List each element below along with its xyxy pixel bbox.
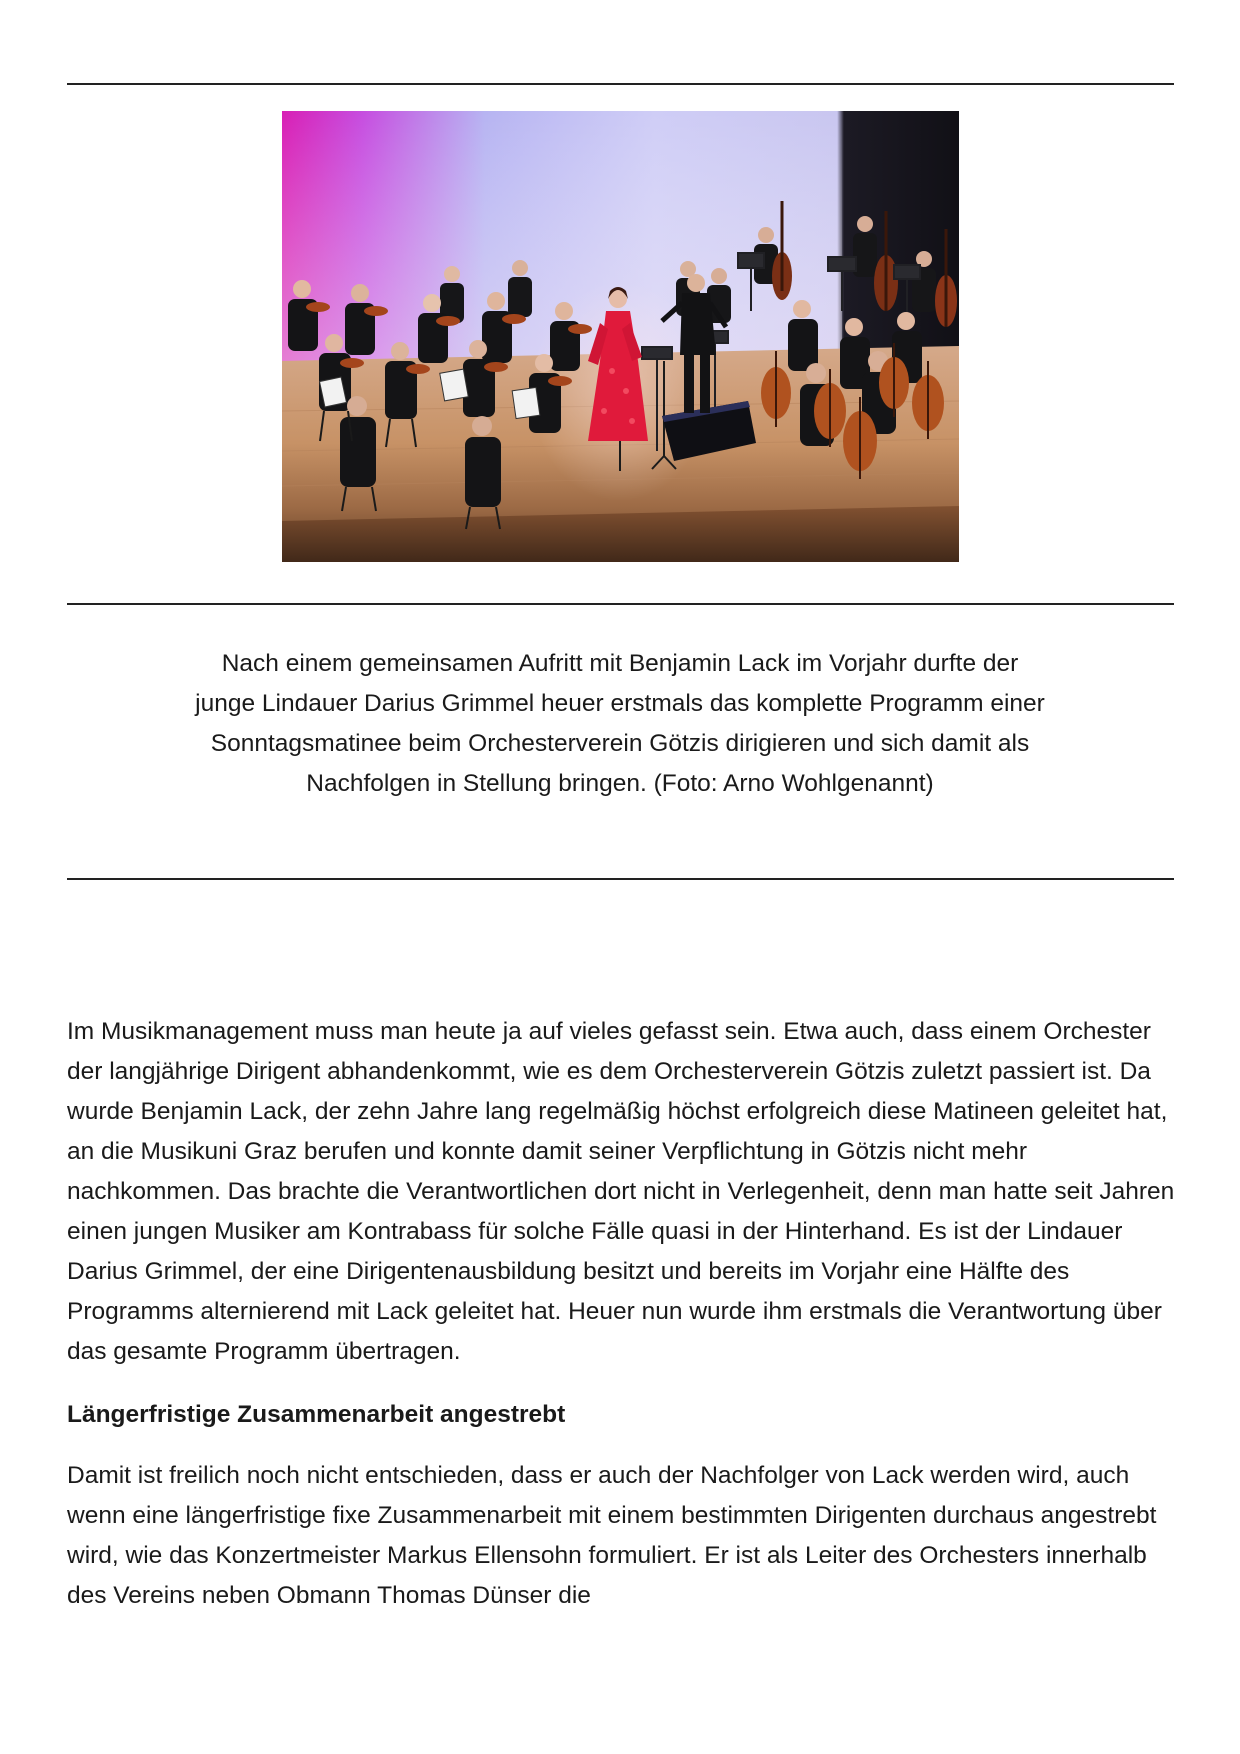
- article-body: [67, 1012, 1182, 1616]
- photo-caption: Nach einem gemeinsamen Aufritt mit Benjamin Lack im Vorjahr durfte der junge Lindauer Darius Grimmel heuer erstmals das komplette Programm einer Sonntagsmatinee beim Orchesterverein Götzis dirigieren und sich damit als Nachfolgen in Stellung bringen. (Foto: Arno Wohlgenannt): [195, 650, 1045, 797]
- orchestra-photo: [282, 111, 959, 562]
- divider-top: [67, 83, 1174, 85]
- divider-bottom: [67, 878, 1174, 880]
- article-paragraph: Damit ist freilich noch nicht entschieden, dass er auch der Nachfolger von Lack werden wird, auch wenn eine längerfristige fixe Zusammenarbeit mit einem bestimmten Dirigenten durchaus angestrebt wird, wie das Konzertmeister Markus Ellensohn formuliert. Er ist als Leiter des Orchesters innerhalb des Vereins neben Obmann Thomas Dünser die: [67, 1462, 1157, 1609]
- article-subheading: Längerfristige Zusammenarbeit angestrebt: [67, 1401, 566, 1428]
- orchestra-photo-illustration: [282, 111, 959, 562]
- divider-middle: [67, 603, 1174, 605]
- article-paragraph: Im Musikmanagement muss man heute ja auf vieles gefasst sein. Etwa auch, dass einem Orchester der langjährige Dirigent abhandenkommt, wie es dem Orchesterverein Götzis zuletzt passiert ist. Da wurde Benjamin Lack, der zehn Jahre lang regelmäßig höchst erfolgreich diese Matineen geleitet hat, an die Musikuni Graz berufen und konnte damit seiner Verpflichtung in Götzis nicht mehr nachkommen. Das brachte die Verantwortlichen dort nicht in Verlegenheit, denn man hatte seit Jahren einen jungen Musiker am Kontrabass für solche Fälle quasi in der Hinterhand. Es ist der Lindauer Darius Grimmel, der eine Dirigentenausbildung besitzt und bereits im Vorjahr eine Hälfte des Programms alternierend mit Lack geleitet hat. Heuer nun wurde ihm erstmals die Verantwortung über das gesamte Programm übertragen.: [67, 1018, 1175, 1365]
